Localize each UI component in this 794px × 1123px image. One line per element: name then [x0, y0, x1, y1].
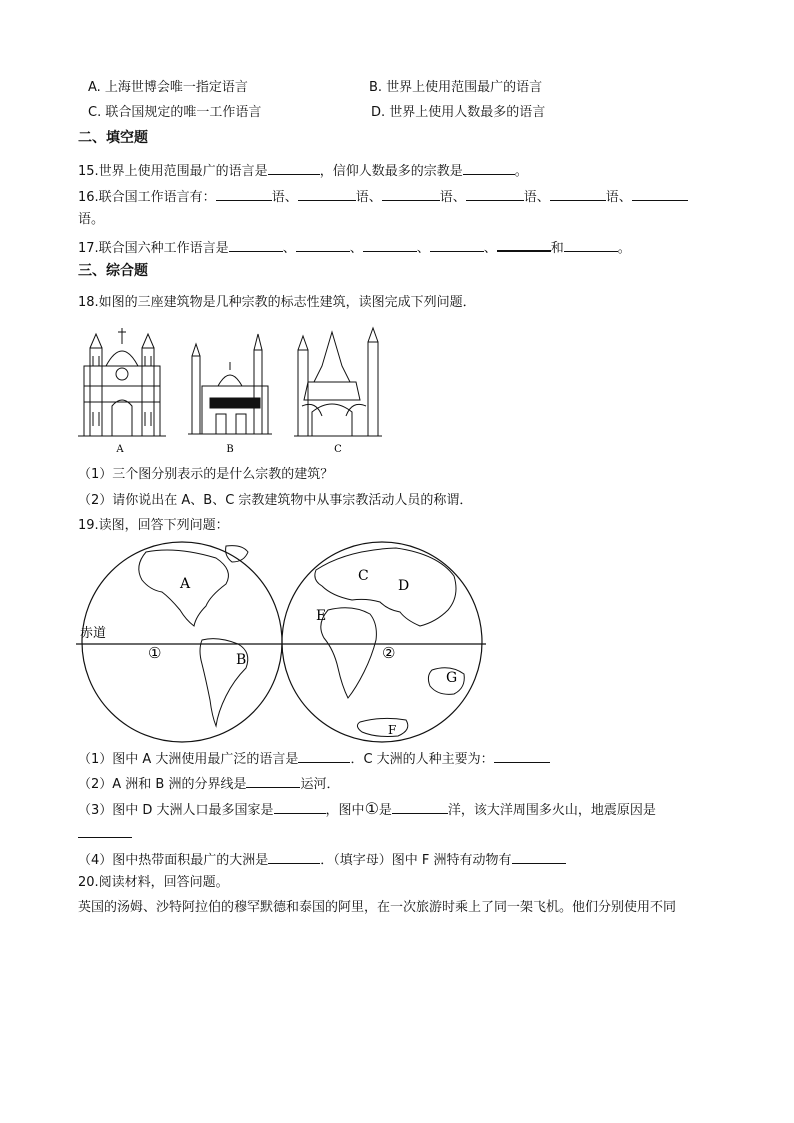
q19-sub3-blank-3 — [78, 824, 132, 838]
map-label-f: F — [388, 723, 397, 737]
q16-blank — [632, 187, 688, 201]
q16-sep: 语、 — [605, 190, 632, 205]
q18-sub1: （1）三个图分别表示的是什么宗教的建筑？ — [78, 467, 334, 482]
building-label-c: C — [334, 444, 342, 455]
q19-sub1 — [78, 749, 550, 769]
q17-blank — [229, 238, 283, 252]
map-ocean-1: ① — [148, 644, 162, 662]
q17-and: 和 — [550, 241, 564, 256]
q19-sub4-blank-2 — [512, 850, 566, 864]
q17-text: 17.联合国六种工作语言是 — [78, 241, 229, 256]
mosque-illustration — [188, 334, 272, 434]
section-2-title: 二、填空题 — [78, 130, 148, 146]
option-b: B. 世界上使用范围最广的语言 — [369, 80, 543, 95]
q17-blank — [296, 238, 350, 252]
map-label-d: D — [398, 578, 410, 594]
q19-sub2-blank — [246, 774, 300, 788]
q17-blank — [430, 238, 484, 252]
equator-label: 赤道 — [80, 626, 107, 641]
map-label-e: E — [316, 608, 327, 624]
q15-blank-1 — [268, 161, 320, 175]
option-c: C. 联合国规定的唯一工作语言 — [88, 105, 262, 120]
question-18-text: 18.如图的三座建筑物是几种宗教的标志性建筑，读图完成下列问题． — [78, 295, 476, 310]
europe-asia-shape — [315, 548, 456, 626]
world-map-figure — [76, 540, 496, 745]
q17-sep: 、 — [349, 241, 363, 256]
q17-sep: 、 — [483, 241, 497, 256]
q15-blank-2 — [463, 161, 515, 175]
q19-sub1-text-2: ．C 大洲的人种主要为： — [350, 752, 494, 767]
q16-text: 16.联合国工作语言有： — [78, 190, 216, 205]
q17-end: 。 — [617, 241, 631, 256]
q19-sub3-text-2: ，图中 — [325, 803, 365, 818]
q19-sub4-text-2: ．（填字母）图中 F 洲特有动物有 — [320, 853, 512, 868]
building-label-b: B — [226, 444, 234, 455]
question-17 — [78, 237, 631, 258]
question-20-text: 20.阅读材料，回答问题。 — [78, 875, 229, 890]
q16-sep: 语、 — [271, 190, 298, 205]
q19-sub4-blank-1 — [268, 850, 320, 864]
q19-sub2-text-1: （2）A 洲和 B 洲的分界线是 — [78, 777, 247, 792]
antarctica-shape — [357, 718, 407, 736]
q16-blank — [550, 187, 606, 201]
q19-sub1-blank-1 — [298, 749, 350, 763]
q16-sep: 语、 — [439, 190, 466, 205]
q16-sep: 语、 — [355, 190, 382, 205]
q19-sub2-text-2: 运河． — [300, 777, 340, 792]
map-ocean-2: ② — [382, 644, 396, 662]
option-d: D. 世界上使用人数最多的语言 — [371, 105, 546, 120]
q15-text-3: 。 — [514, 164, 528, 179]
q19-sub3-text-1: （3）图中 D 大洲人口最多国家是 — [78, 803, 274, 818]
question-15 — [78, 161, 528, 181]
map-label-g: G — [446, 670, 458, 686]
question-16 — [78, 187, 688, 207]
q16-blank — [216, 187, 272, 201]
q16-blank — [382, 187, 440, 201]
q16-tail: 语。 — [78, 212, 105, 227]
q19-sub4-text-1: （4）图中热带面积最广的大洲是 — [78, 853, 269, 868]
map-label-c: C — [358, 568, 369, 584]
q19-sub3-circle-1: ① — [364, 799, 379, 818]
q19-sub3 — [78, 800, 656, 820]
option-a: A. 上海世博会唯一指定语言 — [88, 80, 248, 95]
q16-sep: 语、 — [523, 190, 550, 205]
q19-sub3-answer-line — [78, 824, 132, 844]
q19-sub3-blank-1 — [274, 800, 326, 814]
temple-illustration — [294, 328, 382, 436]
q19-sub4 — [78, 850, 566, 870]
building-label-a: A — [116, 444, 124, 455]
q17-sep: 、 — [416, 241, 430, 256]
map-label-b: B — [236, 652, 247, 668]
question-19-text: 19.读图，回答下列问题： — [78, 518, 229, 533]
q16-blank — [298, 187, 356, 201]
q15-text-1: 15.世界上使用范围最广的语言是 — [78, 164, 268, 179]
q16-blank — [466, 187, 524, 201]
western-hemisphere-circle — [82, 542, 282, 742]
q19-sub1-text-1: （1）图中 A 大洲使用最广泛的语言是 — [78, 752, 299, 767]
q15-text-2: ，信仰人数最多的宗教是 — [319, 164, 463, 179]
q17-sep: 、 — [282, 241, 296, 256]
section-3-title: 三、综合题 — [78, 263, 148, 279]
eastern-hemisphere-circle — [282, 542, 482, 742]
q19-sub3-blank-2 — [392, 800, 448, 814]
q17-blank — [564, 238, 618, 252]
q19-sub3-text-3: 是 — [378, 803, 392, 818]
q18-sub2: （2）请你说出在 A、B、C 宗教建筑物中从事宗教活动人员的称谓． — [78, 493, 473, 508]
map-label-a: A — [180, 576, 191, 592]
q19-sub1-blank-2 — [494, 749, 550, 763]
church-illustration — [78, 328, 166, 436]
q17-blank — [497, 237, 551, 252]
q19-sub2 — [78, 774, 340, 794]
religious-buildings-figure — [76, 326, 406, 461]
q19-sub3-text-4: 洋，该大洋周围多火山，地震原因是 — [447, 803, 656, 818]
africa-shape — [321, 608, 377, 698]
q17-blank — [363, 238, 417, 252]
q20-material: 英国的汤姆、沙特阿拉伯的穆罕默德和泰国的阿里，在一次旅游时乘上了同一架飞机。他们分别使用不同 — [78, 900, 677, 915]
